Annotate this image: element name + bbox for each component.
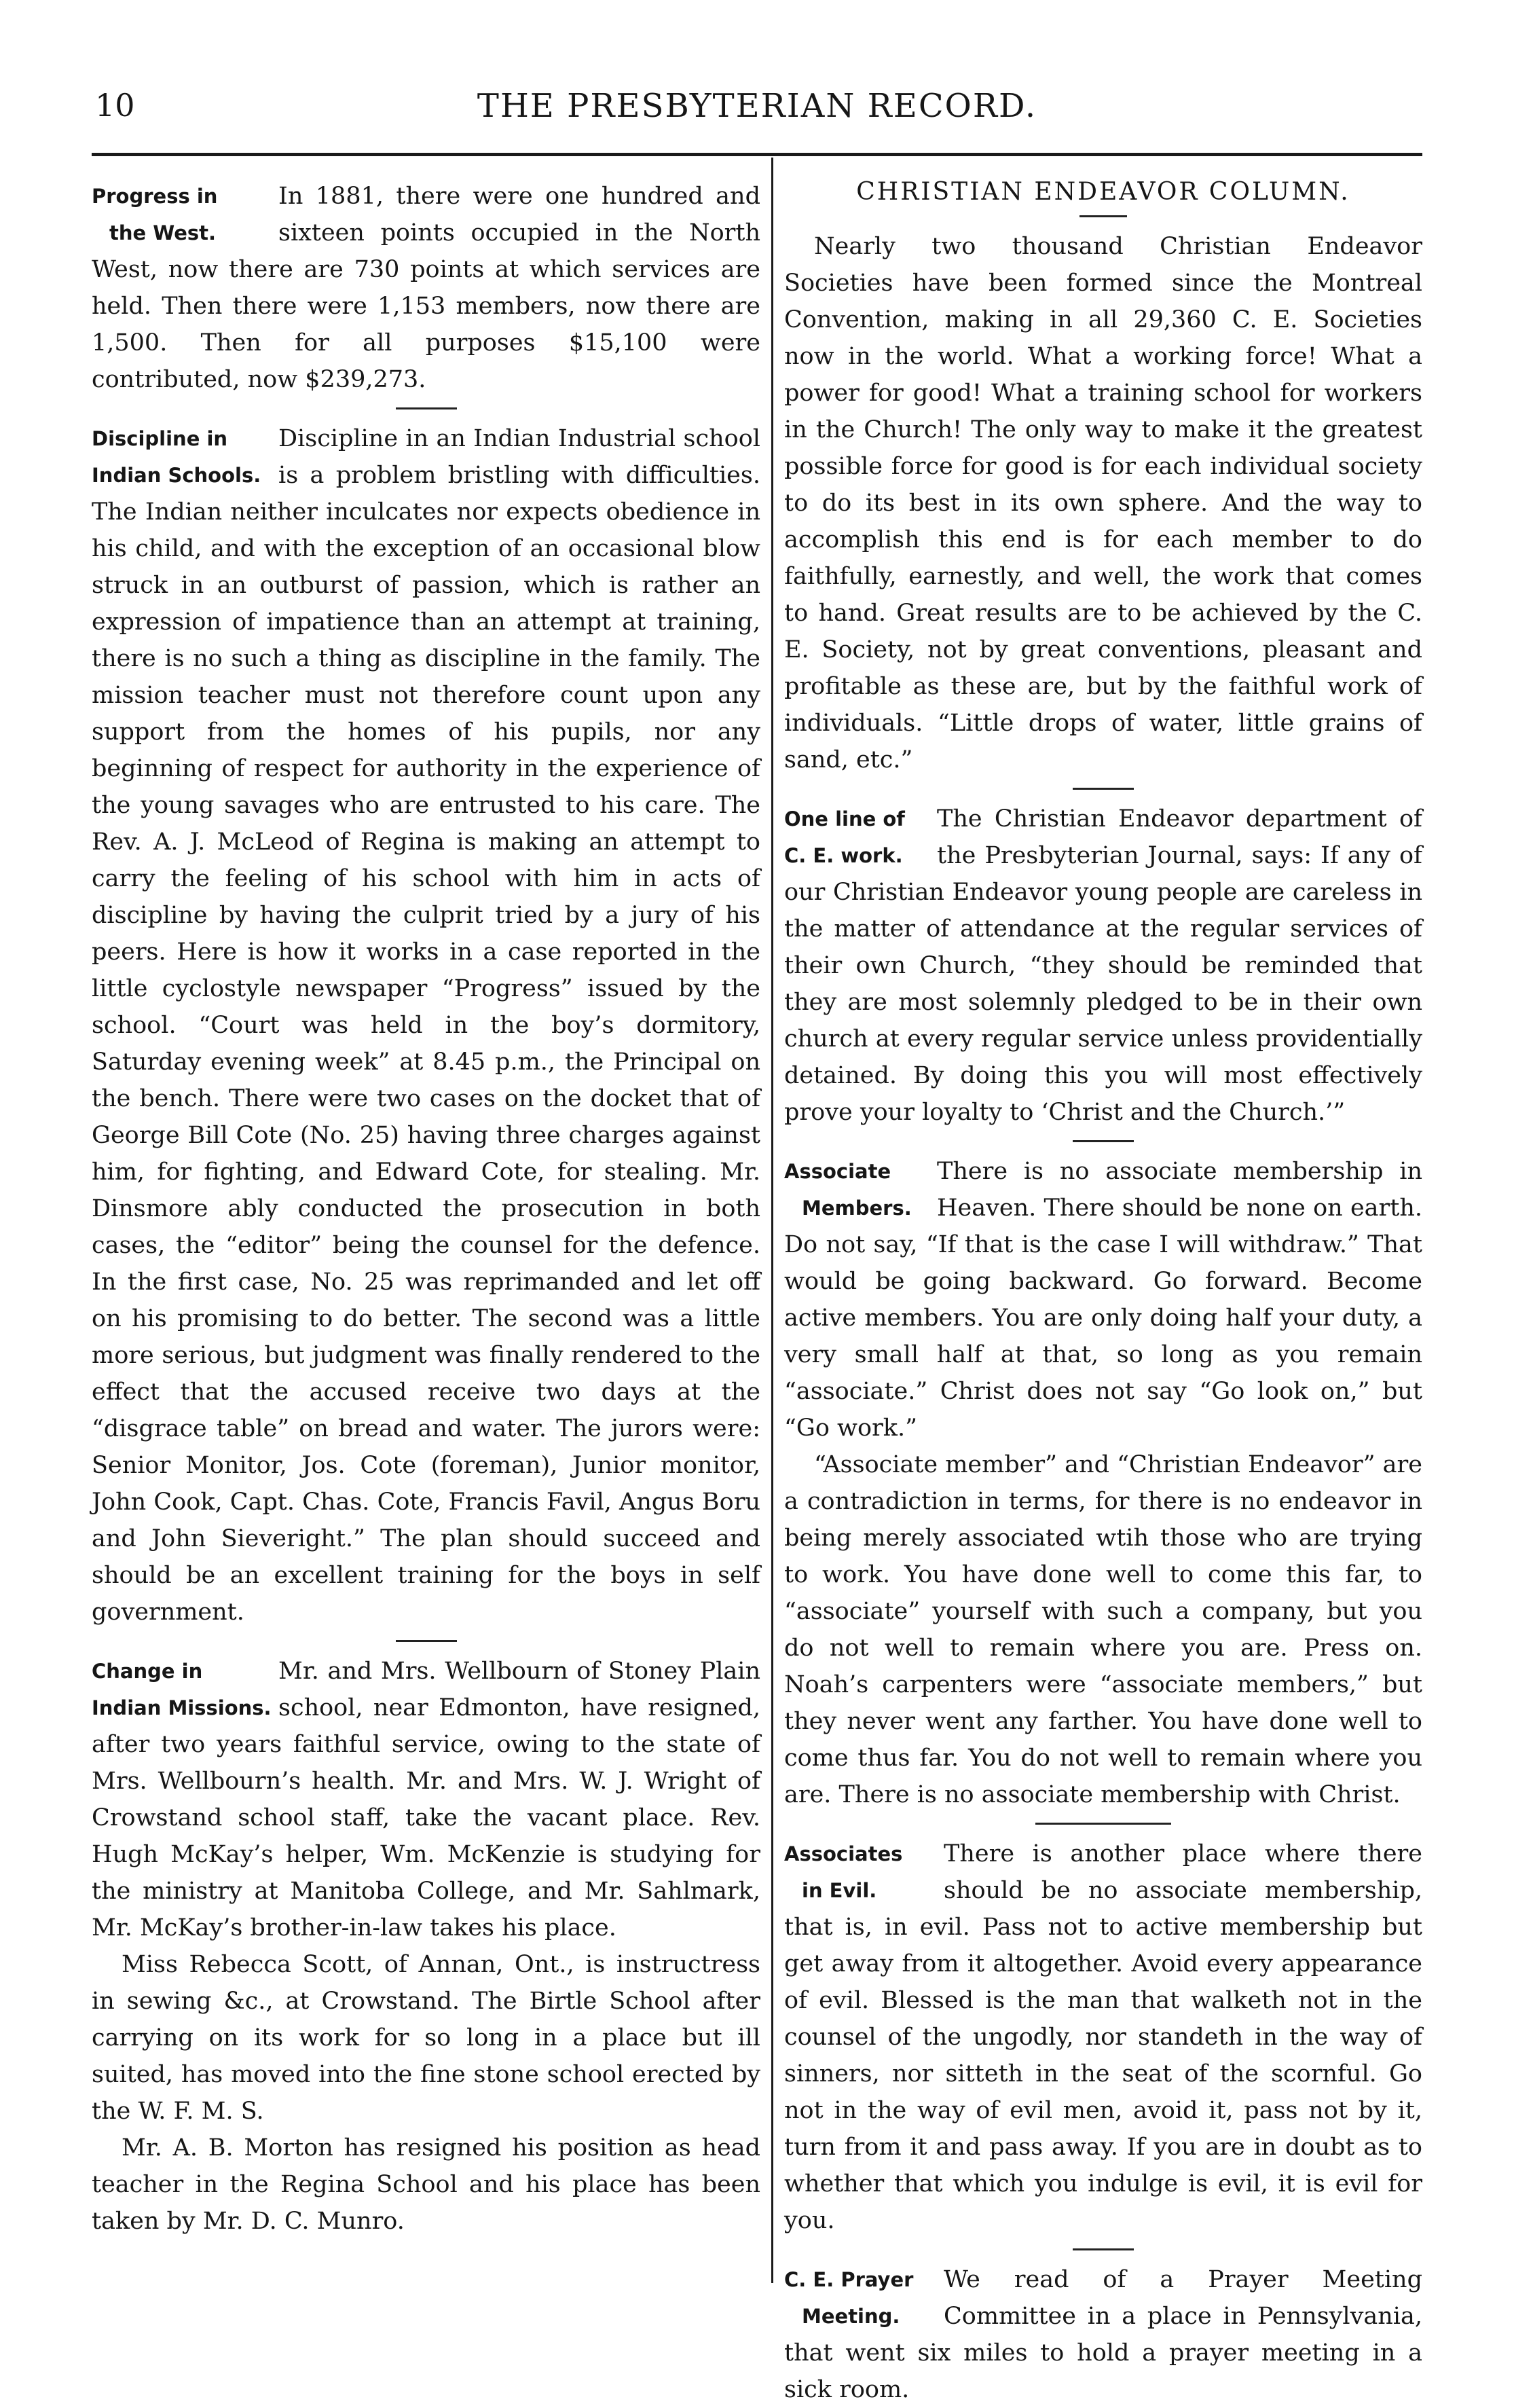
right-column	[784, 178, 1422, 2403]
section-separator	[1079, 215, 1127, 217]
article-heading: One line of C. E. work.	[784, 807, 905, 867]
article-paragraph: Miss Rebecca Scott, of Annan, Ont., is instructress in sewing &c., at Crowstand. The Birtle School after carrying on its work for so long in a place but ill suited, has moved into the fine stone school erected by the W. F. M. S.	[92, 1951, 760, 2125]
article-heading: Change in Indian Missions.	[92, 1660, 272, 1719]
article-associate-members	[784, 1153, 1422, 1813]
section-separator	[1073, 1140, 1134, 1142]
column-divider	[771, 158, 773, 2283]
article-paragraph: There is no associate membership in Heaven. There should be none on earth. Do not say, “If that is the case I will withdraw.” That would be going backward. Go forward. Become active members. You are only doing half your duty, a very small half at that, so long as you remain “associate.” Christ does not say “Go look on,” but “Go work.”	[784, 1158, 1422, 1442]
article-change-in-indian-missions	[92, 1653, 760, 2240]
article-heading: Progress in the West.	[92, 185, 218, 244]
article-discipline-in-indian-schools	[92, 420, 760, 1630]
left-column	[92, 178, 760, 2310]
article-ce-prayer-meeting	[784, 2261, 1422, 2408]
section-separator	[1035, 1823, 1171, 1825]
section-separator	[1073, 2248, 1134, 2250]
article-paragraph: The Christian Endeavor department of the Presbyterian Journal, says: If any of our Christian Endeavor young people are careless in the matter of attendance at the regular services of their own Church, “they should be reminded that they are most solemnly pledged to be in their own church at every regular service unless providentially detained. By doing this you will most effectively prove your loyalty to ‘Christ and the Church.’”	[784, 805, 1422, 1126]
intro-paragraph: Nearly two thousand Christian Endeavor Societies have been formed since the Montreal Convention, making in all 29,360 C. E. Societies now in the world. What a working force! What a power for good! What a training school for workers in the Church! The only way to make it the greatest possible force for good is for each individual society to do its best in its own sphere. And the way to accomplish this end is for each member to do faithfully, earnestly, and well, the work that comes to hand. Great results are to be achieved by the C. E. Society, not by great conventions, pleasant and profitable as these are, but by the faithful work of individuals. “Little drops of water, little grains of sand, etc.”	[784, 233, 1422, 773]
article-paragraph: Discipline in an Indian Industrial school is a problem bristling with difficulties. The Indian neither inculcates nor expects obedience in his child, and with the exception of an occasional blow struck in an outburst of passion, which is rather an expression of impatience than an attempt at training, there is no such a thing as discipline in the family. The mission teacher must not therefore count upon any support from the homes of his pupils, nor any beginning of respect for authority in the experience of the young savages who are entrusted to his care. The Rev. A. J. McLeod of Regina is making an attempt to carry the feeling of his school with him in acts of discipline by having the culprit tried by a jury of his peers. Here is how it works in a case reported in the little cyclostyle newspaper “Progress” issued by the school. “Court was held in the boy’s dormitory, Saturday evening week” at 8.45 p.m., the Principal on the bench. There were two cases on the docket that of George Bill Cote (No. 25) having three charges against him, for fighting, and Edward Cote, for stealing. Mr. Dinsmore ably conducted the prosecution in both cases, the “editor” being the counsel for the defence. In the first case, No. 25 was reprimanded and let off on his promising to do better. The second was a little more serious, but judgment was finally rendered to the effect that the accused receive two days at the “disgrace table” on bread and water. The jurors were: Senior Monitor, Jos. Cote (foreman), Junior monitor, John Cook, Capt. Chas. Cote, Francis Favil, Angus Boru and John Sieveright.” The plan should succeed and should be an excellent training for the boys in self government.	[92, 425, 760, 1626]
article-associates-in-evil	[784, 1836, 1422, 2239]
section-separator	[1073, 788, 1134, 790]
column-title: CHRISTIAN ENDEAVOR COLUMN.	[856, 178, 1350, 206]
article-paragraph: We read of a Prayer Meeting Committee in a place in Pennsylvania, that went six miles to hold a prayer meeting in a sick room.	[784, 2266, 1422, 2403]
article-paragraph: In 1881, there were one hundred and sixteen points occupied in the North West, now there are 730 points at which services are held. Then there were 1,153 members, now there are 1,500. Then for all purposes $15,100 were contributed, now $239,273.	[92, 183, 760, 393]
header-rule	[92, 153, 1422, 156]
page-header	[92, 87, 1422, 134]
article-one-line-of-ce-work	[784, 801, 1422, 1131]
section-separator	[396, 1640, 457, 1642]
section-separator	[396, 407, 457, 409]
article-heading: Discipline in Indian Schools.	[92, 427, 261, 487]
article-progress-in-the-west	[92, 178, 760, 398]
article-heading: C. E. Prayer Meeting.	[784, 2268, 914, 2328]
article-paragraph: There is another place where there should be no associate membership, that is, in evil. Pass not to active membership but get away from it altogether. Avoid every appearance of evil. Blessed is the man that walketh not in the counsel of the ungodly, nor standeth in the way of sinners, nor sitteth in the seat of the scornful. Go not in the way of evil men, avoid it, pass not by it, turn from it and pass away. If you are in doubt as to whether that which you indulge is evil, it is evil for you.	[784, 1840, 1422, 2234]
publication-title: THE PRESBYTERIAN RECORD.	[477, 87, 1037, 125]
article-heading: Associates in Evil.	[784, 1842, 903, 1902]
article-heading: Associate Members.	[784, 1160, 912, 1220]
page-number: 10	[95, 87, 135, 124]
article-paragraph: “Associate member” and “Christian Endeavor” are a contradiction in terms, for there is no endeavor in being merely associated wtih those who are trying to work. You have done well to come this far, to “associate” yourself with such a company, but you do not well to remain where you are. Press on. Noah’s carpenters were “associate members,” but they never went any farther. You have done well to come thus far. You do not well to remain where you are. There is no associate membership with Christ.	[784, 1451, 1422, 1808]
article-paragraph: Mr. A. B. Morton has resigned his position as head teacher in the Regina School and his place has been taken by Mr. D. C. Munro.	[92, 2134, 760, 2235]
article-paragraph: Mr. and Mrs. Wellbourn of Stoney Plain school, near Edmonton, have resigned, after two years faithful service, owing to the state of Mrs. Wellbourn’s health. Mr. and Mrs. W. J. Wright of Crowstand school staff, take the vacant place. Rev. Hugh McKay’s helper, Wm. McKenzie is studying for the ministry at Manitoba College, and Mr. Sahlmark, Mr. McKay’s brother-in-law takes his place.	[92, 1658, 760, 1941]
